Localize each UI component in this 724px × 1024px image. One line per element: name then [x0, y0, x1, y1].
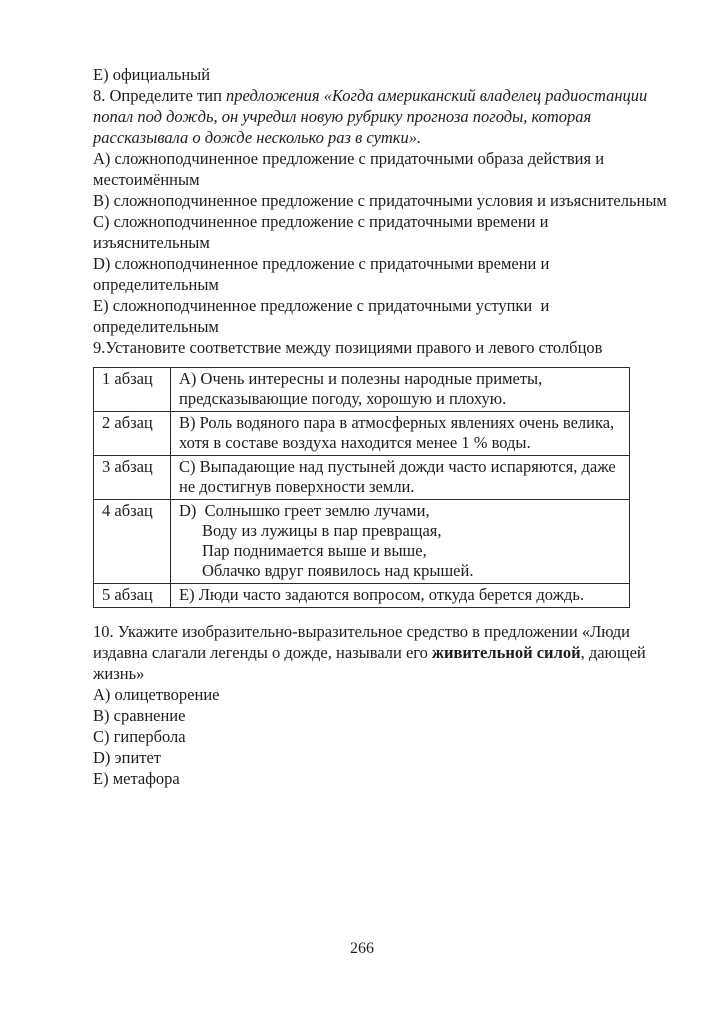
q10-option-c: C) гипербола	[93, 727, 186, 746]
poem-line-3: Пар поднимается выше и выше,	[202, 541, 427, 560]
row-5-statement: E) Люди часто задаются вопросом, откуда берется дождь.	[171, 584, 630, 608]
row-3-paragraph-label: 3 абзац	[94, 456, 171, 500]
q7-option-e: E) официальный	[93, 65, 211, 84]
row-1-paragraph-label: 1 абзац	[94, 368, 171, 412]
question-10-tail: , дающей жизнь»	[93, 643, 650, 683]
q8-option-a: A) сложноподчиненное предложение с придаточными образа действия и местоимённым	[93, 149, 609, 189]
table-row-3	[94, 456, 630, 500]
matching-table	[93, 367, 630, 608]
row-3-statement: C) Выпадающие над пустыней дожди часто испаряются, даже не достигнув поверхности земли.	[171, 456, 630, 500]
question-8-stem	[93, 85, 669, 148]
row-2-statement: B) Роль водяного пара в атмосферных явлениях очень велика, хотя в составе воздуха находится менее 1 % воды.	[171, 412, 630, 456]
question-9-title: 9.Установите соответствие между позициями правого и левого столбцов	[93, 338, 603, 357]
q10-option-a: A) олицетворение	[93, 685, 220, 704]
poem-line-1: D) Солнышко греет землю лучами,	[179, 501, 430, 520]
q10-option-d: D) эпитет	[93, 748, 162, 767]
document-body	[93, 64, 669, 789]
question-10-bold-phrase: живительной силой	[432, 643, 581, 662]
table-row-1	[94, 368, 630, 412]
q8-option-d: D) сложноподчиненное предложение с придаточными времени и определительным	[93, 254, 554, 294]
q8-option-b: B) сложноподчиненное предложение с придаточными условия и изъяснительным	[93, 191, 667, 210]
row-4-statement	[171, 500, 630, 584]
row-2-paragraph-label: 2 абзац	[94, 412, 171, 456]
question-10-stem	[93, 621, 669, 684]
question-8-lead: 8. Определите тип	[93, 86, 227, 105]
q8-option-c: C) сложноподчиненное предложение с придаточными времени и изъяснительным	[93, 212, 553, 252]
q10-option-b: B) сравнение	[93, 706, 186, 725]
table-row-2	[94, 412, 630, 456]
q8-option-e: E) сложноподчиненное предложение с придаточными уступки и определительным	[93, 296, 554, 336]
poem-line-2: Воду из лужицы в пар превращая,	[202, 521, 442, 540]
question-10-lead: 10. Укажите изобразительно-выразительное средство в предложении «Люди издавна слагали легенды о дожде, называли его	[93, 622, 635, 662]
row-1-statement: A) Очень интересны и полезны народные приметы, предсказывающие погоду, хорошую и плохую.	[171, 368, 630, 412]
row-5-paragraph-label: 5 абзац	[94, 584, 171, 608]
poem-line-4: Облачко вдруг появилось над крышей.	[202, 561, 474, 580]
table-row-5	[94, 584, 630, 608]
table-row-4	[94, 500, 630, 584]
question-8-quote: предложения «Когда американский владелец радиостанции попал под дождь, он учредил новую рубрику прогноза погоды, которая рассказывала о дожде несколько раз в сутки».	[93, 86, 652, 147]
page-number: 266	[350, 940, 374, 957]
row-4-paragraph-label: 4 абзац	[94, 500, 171, 584]
q10-option-e: E) метафора	[93, 769, 180, 788]
